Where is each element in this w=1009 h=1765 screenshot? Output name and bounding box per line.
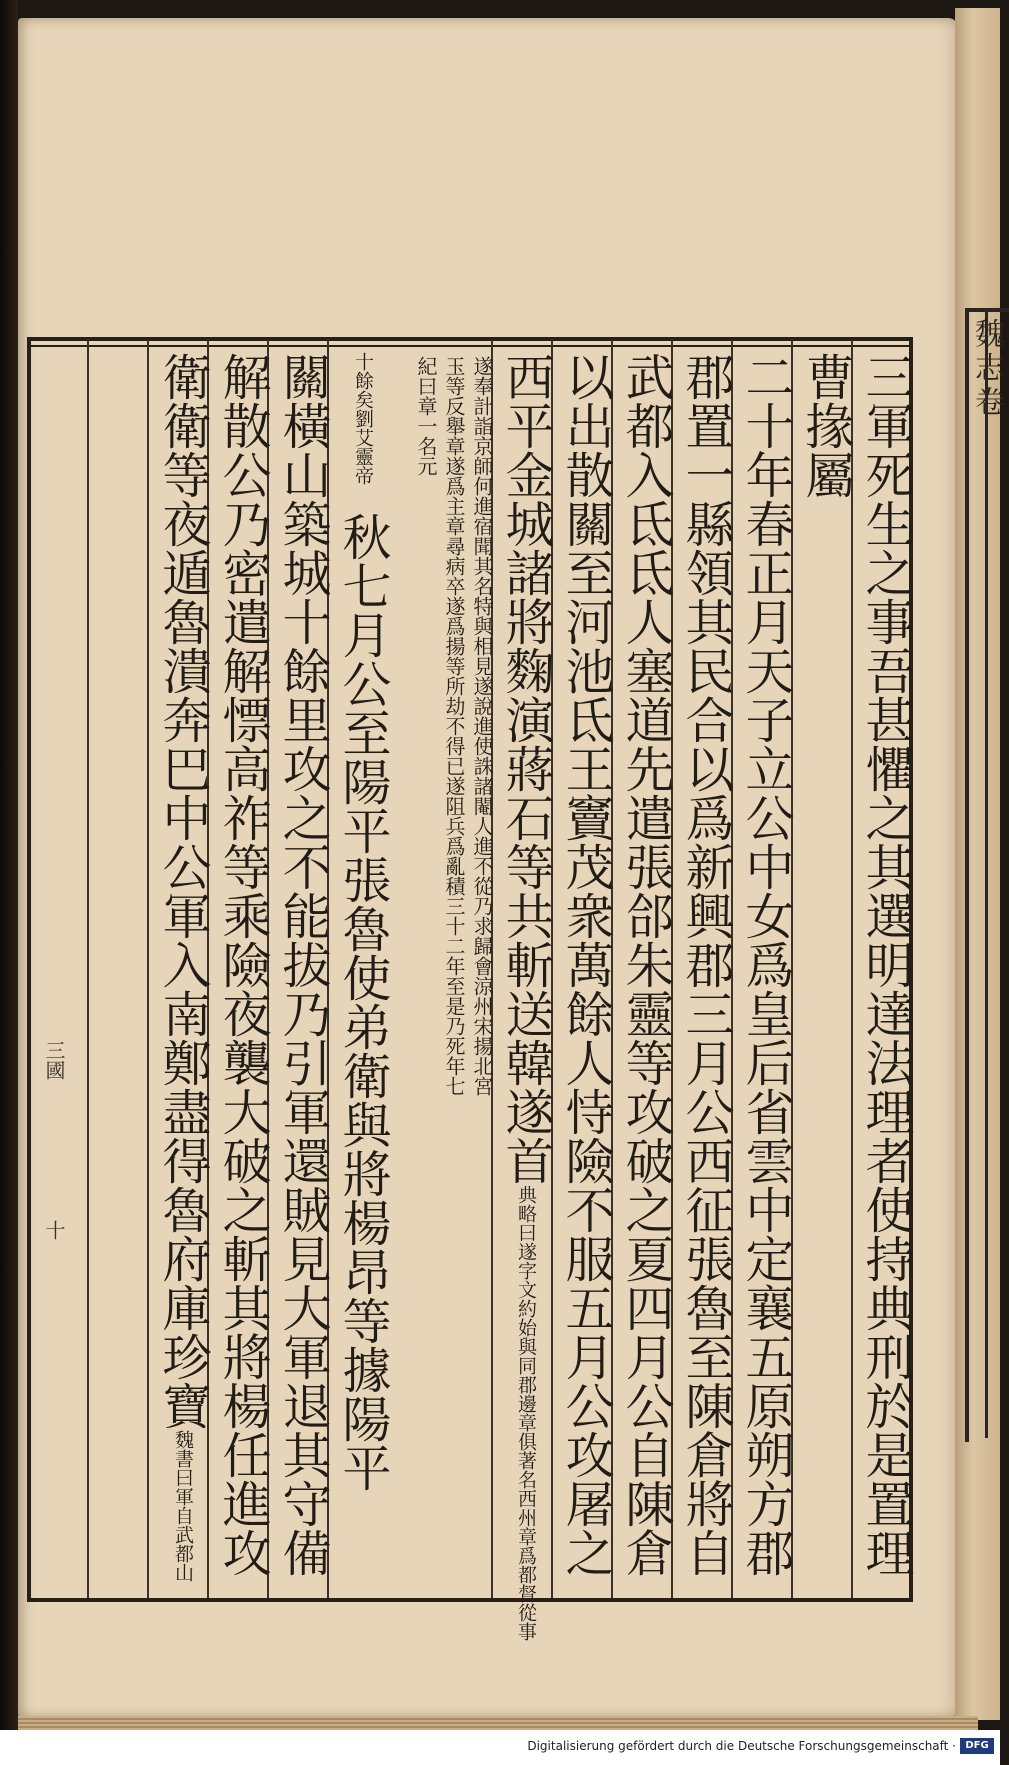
text-column-6: 以出散關至河池氐王竇茂衆萬餘人恃險不服五月公攻屠之 [558,352,615,1577]
annotation-column-2: 玉等反舉章遂爲主章尋病卒遂爲揚等所劫不得已遂阻兵爲亂積三十二年至是乃死年七 [442,356,466,1096]
annotation-column-3: 紀曰章一名元 [414,356,438,476]
text-column-9: 關橫山築城十餘里攻之不能拔乃引軍還賊見大軍退其守備 [275,352,332,1577]
book-spine-shadow [0,0,18,1765]
text-column-11 [153,352,213,1592]
next-page-rule [985,308,988,1438]
text-column-11-note: 魏書曰軍自武都山 [172,1430,194,1582]
margin-mark-volume: 三國 [42,1040,66,1080]
next-page-edge [955,8,1004,1720]
column-rule [147,340,149,1598]
text-column-7-main: 西平金城諸將麴演蔣石等共斬送韓遂首 [498,352,555,1185]
text-column-11-main: 衛衛等夜遁魯潰奔巴中公軍入南鄭盡得魯府庫珍寶 [155,352,212,1430]
digitization-footer [0,1730,1000,1765]
text-column-10: 解散公乃密遣解慓高祚等乘險夜襲大破之斬其將楊任進攻 [215,352,272,1577]
text-column-8 [333,352,393,1592]
text-column-8-note: 十餘矣劉艾靈帝 [352,352,374,485]
dfg-logo-icon: DFG [960,1738,994,1754]
text-column-7-note: 典略曰遂字文約始與同郡邊章俱著名西州章爲都督從事 [515,1185,537,1641]
text-column-8-main: 秋七月公至陽平張魯使弟衛與將楊昂等據陽平 [335,512,392,1492]
text-column-7 [496,352,556,1641]
text-column-1: 三軍死生之事吾甚懼之其選明達法理者使持典刑於是置理 [858,352,915,1577]
text-column-4: 郡置一縣領其民合以爲新興郡三月公西征張魯至陳倉將自 [678,352,735,1577]
text-column-3: 二十年春正月天子立公中女爲皇后省雲中定襄五原朔方郡 [738,352,795,1577]
text-column-2: 曹掾屬 [798,352,855,499]
annotation-column-1: 遂奉計詣京師何進宿聞其名特與相見遂說進使誅諸閹人進不從乃求歸會涼州宋揚北宮 [470,356,494,1096]
column-rule [87,340,89,1598]
next-page-text: 魏志卷 [969,318,1004,420]
text-column-5: 武都入氐氐人塞道先遣張郃朱靈等攻破之夏四月公自陳倉 [618,352,675,1577]
page-stack [18,1716,978,1730]
margin-mark-page: 十 [42,1220,66,1240]
footer-credit-text: Digitalisierung gefördert durch die Deutsche Forschungsgemeinschaft · [527,1739,956,1753]
frame-top-inner-line [27,345,913,347]
